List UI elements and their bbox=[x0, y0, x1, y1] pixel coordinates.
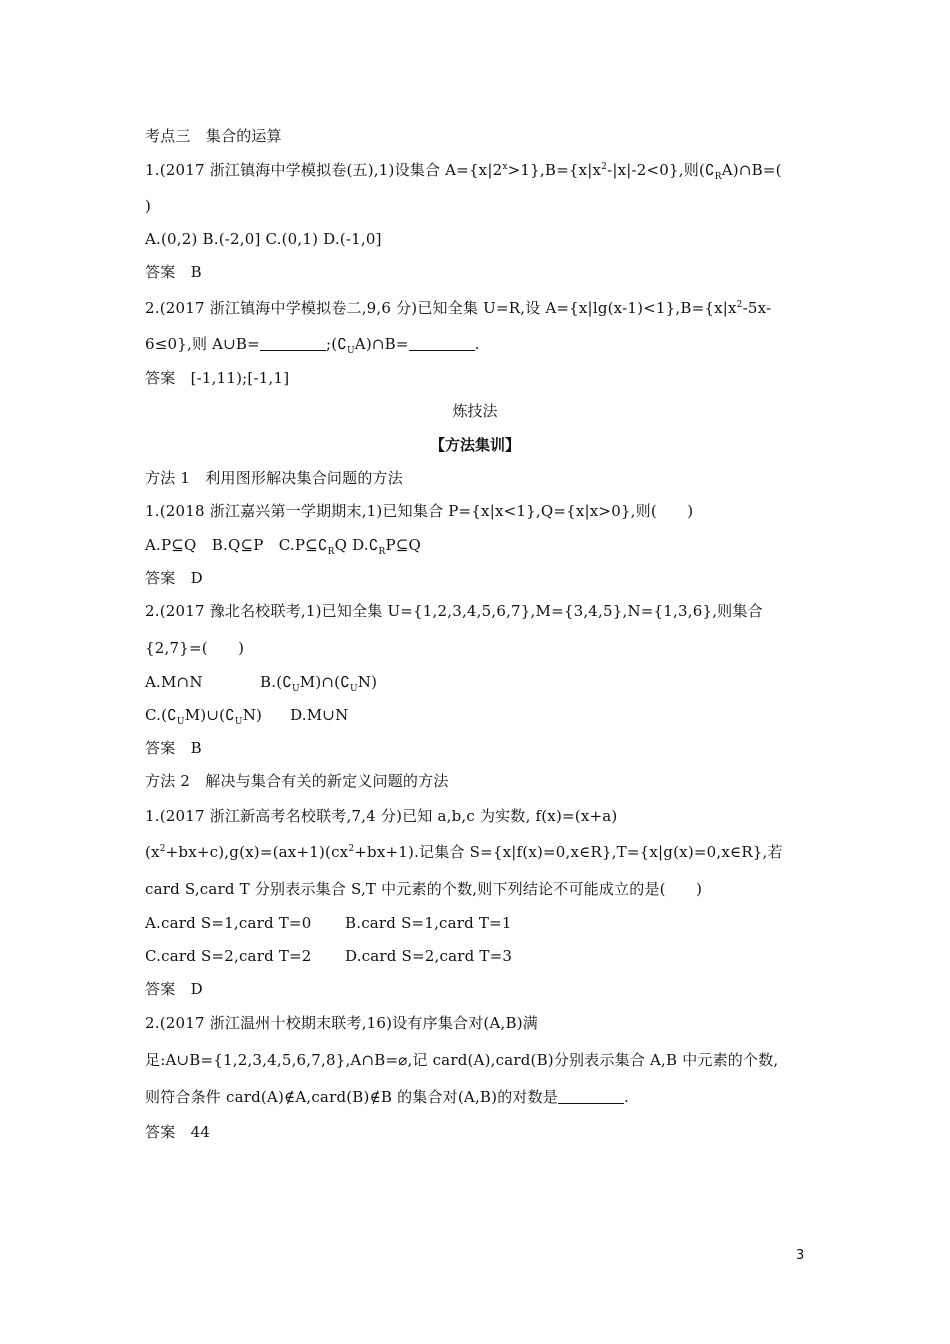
page-number: 3 bbox=[796, 1248, 805, 1263]
answer-blank bbox=[409, 336, 475, 351]
question-2-answer: 答案 [-1,11);[-1,1] bbox=[145, 369, 290, 387]
method-2-question-2-cont2: 则符合条件 card(A)∉A,card(B)∉B 的集合对(A,B)的对数是 . bbox=[145, 1088, 629, 1106]
method-2-question-1-options-cd: C.card S=2,card T=2 D.card S=2,card T=3 bbox=[145, 947, 513, 965]
question-2-stem-cont: 6≤0},则 A∪B= $;(∁_UA)\cap B=$ . bbox=[145, 335, 480, 356]
method-2-question-2-cont: 足:A∪B={1,2,3,4,5,6,7,8},A∩B=⌀,记 card(A),card(B)分别表示集合 A,B 中元素的个数, bbox=[145, 1051, 779, 1069]
method-1-title: 方法 1 利用图形解决集合问题的方法 bbox=[145, 469, 403, 487]
method-1-question-2-cont: {2,7}=( ) bbox=[145, 639, 245, 657]
question-1-stem-cont: ) bbox=[145, 197, 152, 215]
method-2-question-1-cont2: card S,card T 分别表示集合 S,T 中元素的个数,则下列结论不可能成立的是( ) bbox=[145, 880, 703, 898]
question-1-stem: 1.(2017 浙江镇海中学模拟卷(五),1)设集合 $A=\{x|2^x>1\},B=\{x|x^2-|x|-2<0\}$,则$(∁_RA)\cap B=$( bbox=[145, 161, 782, 182]
method-1-question-2-options-cd: $C.(∁_UM)\cup(∁_UN)$ D.M∪N bbox=[145, 706, 349, 727]
method-2-question-1-answer: 答案 D bbox=[145, 980, 203, 998]
method-2-question-1: 1.(2017 浙江新高考名校联考,7,4 分)已知 a,b,c 为实数, f(x)=(x+a) bbox=[145, 807, 618, 825]
question-1-options: A.(0,2) B.(-2,0] C.(0,1) D.(-1,0] bbox=[145, 230, 382, 248]
method-1-question-2-answer: 答案 B bbox=[145, 739, 202, 757]
method-2-title: 方法 2 解决与集合有关的新定义问题的方法 bbox=[145, 772, 449, 790]
section-heading: 炼技法 bbox=[452, 402, 498, 420]
method-2-question-1-options-ab: A.card S=1,card T=0 B.card S=1,card T=1 bbox=[145, 914, 512, 932]
answer-blank bbox=[260, 336, 326, 351]
method-1-question-1: 1.(2018 浙江嘉兴第一学期期末,1)已知集合 P={x|x<1},Q={x|x>0},则( ) bbox=[145, 502, 694, 520]
method-2-question-1-cont: $(x^2+bx+c),g(x)=(ax+1)(cx^2+bx+1)$.记集合 S={x|f(x)=0,x∈R},T={x|g(x)=0,x∈R},若 bbox=[145, 843, 783, 861]
section-title: 考点三 集合的运算 bbox=[145, 127, 282, 145]
method-1-question-1-options: A.P⊆Q B.Q⊆P $C.P⊆∁_RQ$ $D.∁_RP⊆Q$ bbox=[145, 536, 422, 557]
method-1-question-2-options-ab: A.M∩N $B.(∁_UM)\cap(∁_UN)$ bbox=[145, 673, 378, 694]
method-2-question-2: 2.(2017 浙江温州十校期末联考,16)设有序集合对(A,B)满 bbox=[145, 1014, 538, 1032]
method-1-question-1-answer: 答案 D bbox=[145, 569, 203, 587]
method-2-question-2-answer: 答案 44 bbox=[145, 1123, 211, 1141]
subsection-heading: 【方法集训】 bbox=[429, 436, 520, 454]
question-2-stem: 2.(2017 浙江镇海中学模拟卷二,9,6 分)已知全集 U=R,设 $A=\{x|\lg(x-1)<1\},B=\{x|x^2-5x-$ bbox=[145, 299, 772, 317]
method-1-question-2: 2.(2017 豫北名校联考,1)已知全集 U={1,2,3,4,5,6,7},M={3,4,5},N={1,3,6},则集合 bbox=[145, 602, 763, 620]
question-1-answer: 答案 B bbox=[145, 263, 202, 281]
answer-blank bbox=[558, 1089, 624, 1104]
